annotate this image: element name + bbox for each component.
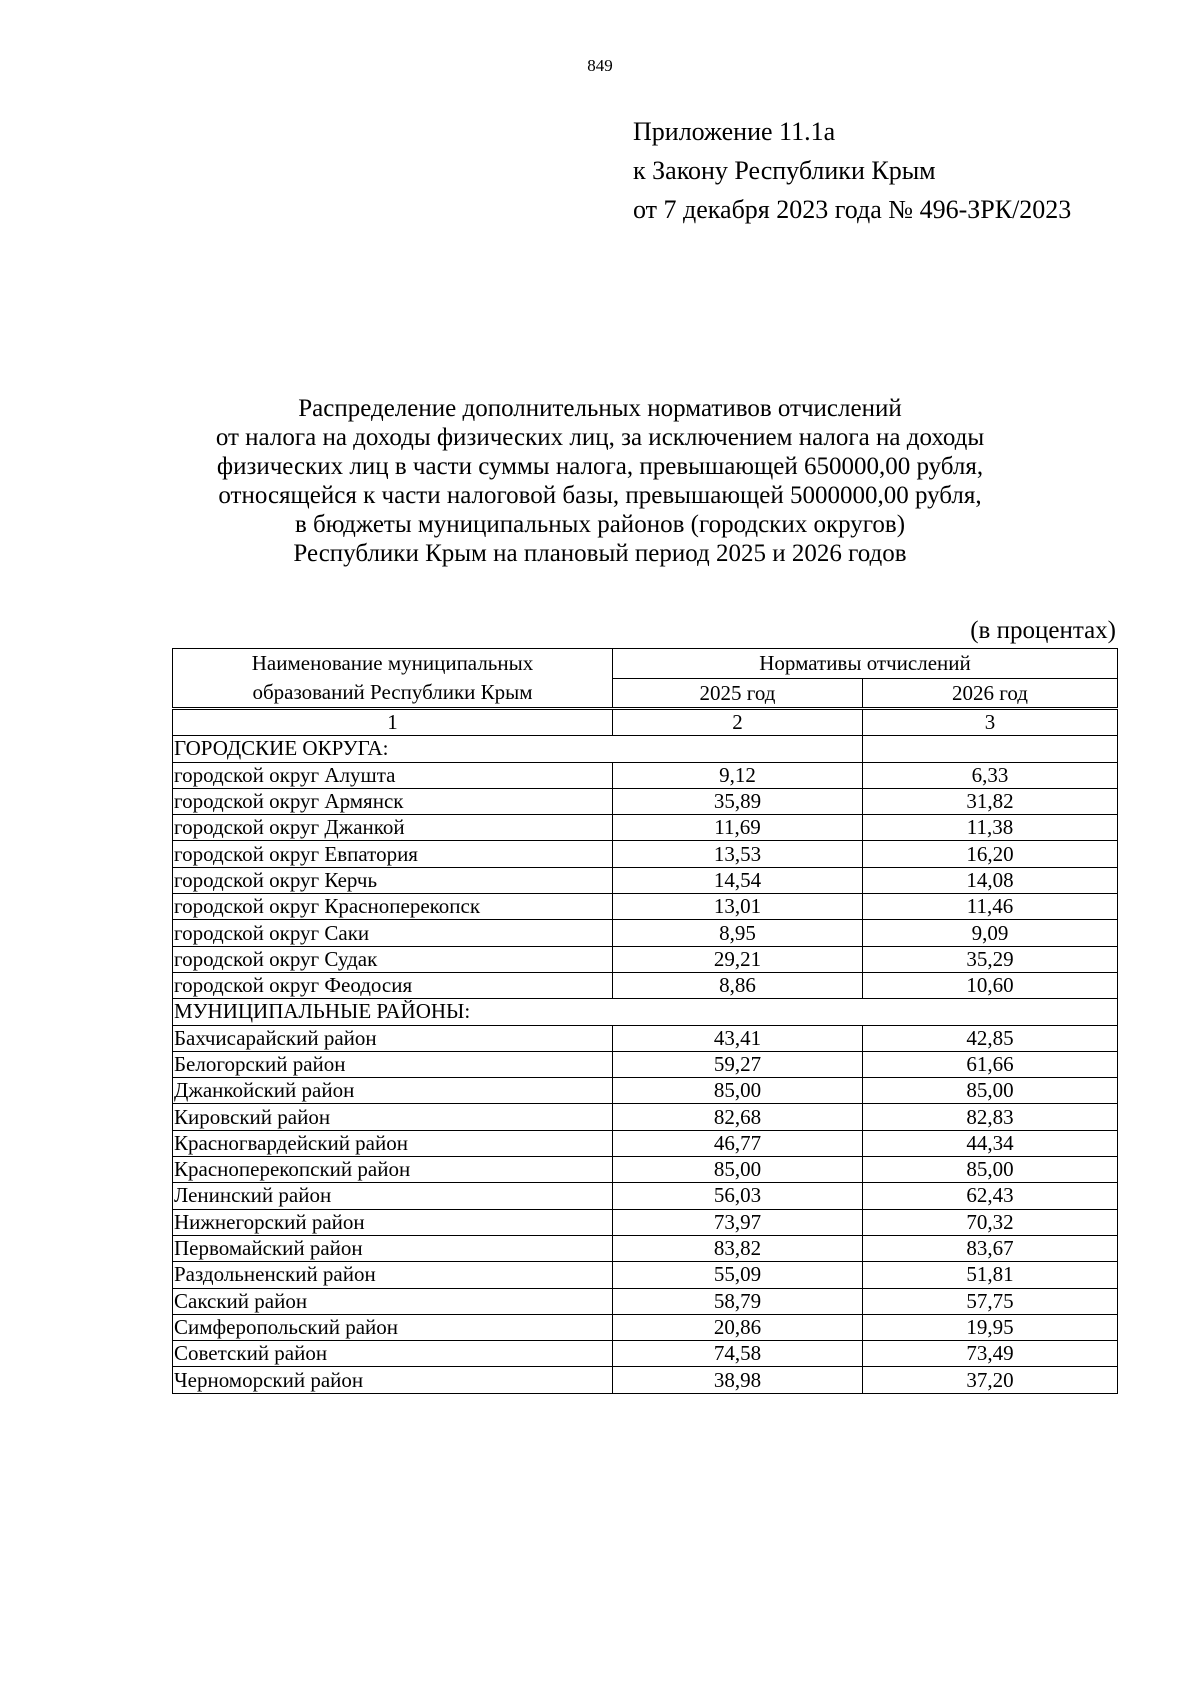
table-row [173,1051,1118,1077]
title-line: физических лиц в части суммы налога, превышающей 650000,00 рубля, [216,453,984,480]
municipality-name: Раздольненский район [173,1262,613,1288]
rate-2025: 59,27 [613,1051,863,1077]
title-line: Распределение дополнительных нормативов отчислений [298,395,902,422]
rate-2025: 38,98 [613,1367,863,1393]
rate-2025: 56,03 [613,1183,863,1209]
municipality-name: Нижнегорский район [173,1209,613,1235]
column-number-row [173,710,1118,736]
rate-2025: 43,41 [613,1025,863,1051]
rate-2026: 85,00 [863,1078,1118,1104]
column-number: 3 [863,710,1118,736]
municipality-name: Белогорский район [173,1051,613,1077]
municipality-name: городской округ Феодосия [173,972,613,998]
header-name-line-1: Наименование муниципальных [251,651,534,675]
rate-2026: 44,34 [863,1130,1118,1156]
table-row [173,1314,1118,1340]
rate-2026: 83,67 [863,1235,1118,1261]
rate-2025: 20,86 [613,1314,863,1340]
table-row [173,1183,1118,1209]
municipality-name: городской округ Армянск [173,788,613,814]
appendix-reference [633,112,1071,229]
title-line: Республики Крым на плановый период 2025 и 2026 годов [293,540,907,567]
header-year-2026: 2026 год [863,678,1118,708]
section-title-urban-districts: ГОРОДСКИЕ ОКРУГА: [173,736,863,762]
table-row [173,1288,1118,1314]
section-row-districts [173,999,1118,1025]
empty-cell [863,736,1118,762]
municipality-name: городской округ Керчь [173,867,613,893]
rate-2025: 35,89 [613,788,863,814]
table-row [173,894,1118,920]
rate-2025: 13,53 [613,841,863,867]
table-row [173,1078,1118,1104]
municipality-name: Черноморский район [173,1367,613,1393]
rate-2026: 35,29 [863,946,1118,972]
table-header [172,648,1118,708]
rate-2026: 11,38 [863,815,1118,841]
table-row [173,1341,1118,1367]
rate-2026: 37,20 [863,1367,1118,1393]
municipality-name: Советский район [173,1341,613,1367]
title-line: от налога на доходы физических лиц, за исключением налога на доходы [215,424,985,451]
rate-2026: 82,83 [863,1104,1118,1130]
rate-2026: 14,08 [863,867,1118,893]
appendix-line-2: к Закону Республики Крым [633,156,936,185]
rate-2025: 14,54 [613,867,863,893]
rates-table [172,709,1118,1394]
municipality-name: Кировский район [173,1104,613,1130]
table-row [173,1130,1118,1156]
rate-2026: 85,00 [863,1157,1118,1183]
table-row [173,762,1118,788]
table-row [173,1209,1118,1235]
appendix-line-3: от 7 декабря 2023 года № 496-ЗРК/2023 [633,195,1072,224]
table-row [173,1235,1118,1261]
rate-2025: 58,79 [613,1288,863,1314]
rate-2026: 9,09 [863,920,1118,946]
municipality-name: городской округ Евпатория [173,841,613,867]
rate-2025: 29,21 [613,946,863,972]
title-line: относящейся к части налоговой базы, превышающей 5000000,00 рубля, [218,482,982,509]
table-row [173,1025,1118,1051]
page-number: 849 [587,56,613,75]
rate-2025: 55,09 [613,1262,863,1288]
rate-2025: 85,00 [613,1078,863,1104]
municipality-name: городской округ Алушта [173,762,613,788]
rate-2025: 74,58 [613,1341,863,1367]
rate-2025: 73,97 [613,1209,863,1235]
municipality-name: Красноперекопский район [173,1157,613,1183]
rate-2026: 57,75 [863,1288,1118,1314]
rate-2026: 11,46 [863,894,1118,920]
table-row [173,788,1118,814]
municipality-name: Первомайский район [173,1235,613,1261]
column-number: 2 [613,710,863,736]
table-row [173,841,1118,867]
table-row [173,920,1118,946]
rate-2026: 31,82 [863,788,1118,814]
table-row [173,867,1118,893]
rate-2026: 19,95 [863,1314,1118,1340]
document-title [100,394,1100,568]
municipality-name: городской округ Саки [173,920,613,946]
header-year-2025: 2025 год [613,678,863,708]
column-number: 1 [173,710,613,736]
rate-2026: 61,66 [863,1051,1118,1077]
table-row [173,1157,1118,1183]
rate-2025: 85,00 [613,1157,863,1183]
table-row [173,1262,1118,1288]
section-title-municipal-districts: МУНИЦИПАЛЬНЫЕ РАЙОНЫ: [173,999,1118,1025]
rate-2025: 13,01 [613,894,863,920]
rate-2025: 82,68 [613,1104,863,1130]
municipality-name: городской округ Судак [173,946,613,972]
rate-2025: 9,12 [613,762,863,788]
municipality-name: Красногвардейский район [173,1130,613,1156]
rate-2026: 62,43 [863,1183,1118,1209]
rate-2025: 46,77 [613,1130,863,1156]
municipality-name: городской округ Красноперекопск [173,894,613,920]
municipality-name: Сакский район [173,1288,613,1314]
municipality-name: Симферопольский район [173,1314,613,1340]
rate-2025: 8,95 [613,920,863,946]
title-line: в бюджеты муниципальных районов (городских округов) [294,511,906,538]
rate-2026: 6,33 [863,762,1118,788]
rate-2026: 10,60 [863,972,1118,998]
rate-2026: 42,85 [863,1025,1118,1051]
rate-2025: 83,82 [613,1235,863,1261]
header-rates-group: Нормативы отчислений [613,649,1118,679]
municipality-name: Джанкойский район [173,1078,613,1104]
rate-2025: 11,69 [613,815,863,841]
municipality-name: Ленинский район [173,1183,613,1209]
rate-2026: 70,32 [863,1209,1118,1235]
section-row-urban [173,736,1118,762]
table-row [173,972,1118,998]
table-row [173,946,1118,972]
rates-table-body [173,710,1118,1394]
units-note: (в процентах) [970,617,1116,644]
appendix-line-1: Приложение 11.1а [633,117,836,146]
table-row [173,815,1118,841]
header-municipality-name [173,649,613,708]
rate-2025: 8,86 [613,972,863,998]
header-name-line-2: образований Республики Крым [252,680,533,704]
rate-2026: 51,81 [863,1262,1118,1288]
municipality-name: городской округ Джанкой [173,815,613,841]
municipality-name: Бахчисарайский район [173,1025,613,1051]
rate-2026: 73,49 [863,1341,1118,1367]
table-row [173,1104,1118,1130]
table-row [173,1367,1118,1393]
rate-2026: 16,20 [863,841,1118,867]
